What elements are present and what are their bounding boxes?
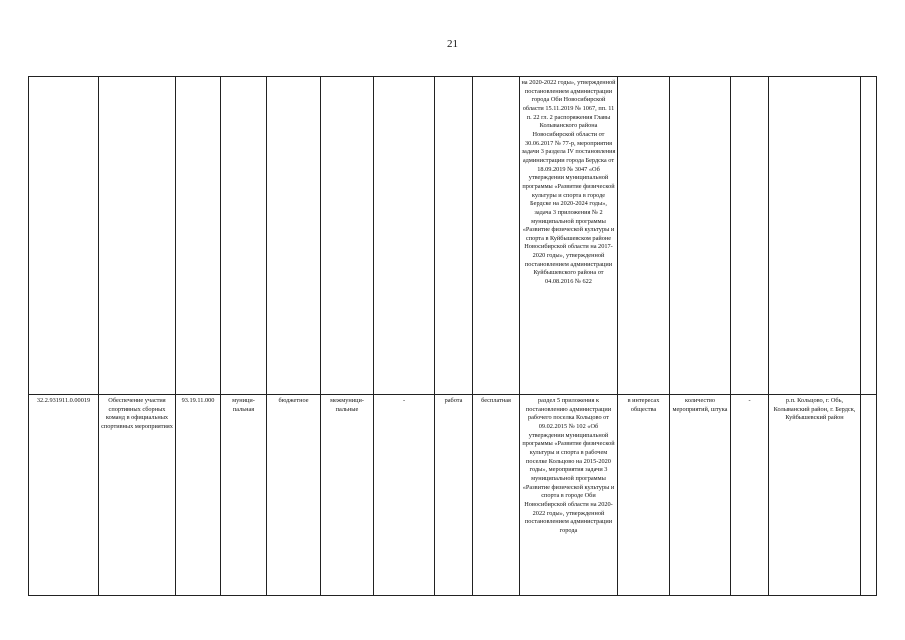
cell-dash: - (374, 395, 435, 596)
cell-dash: - (731, 395, 769, 596)
cell-empty (267, 77, 321, 395)
cell-okved: 93.19.11.000 (176, 395, 221, 596)
cell-empty (861, 77, 877, 395)
cell-payment: бесплатная (473, 395, 520, 596)
table-row (29, 395, 877, 596)
cell-level: муници-пальная (221, 395, 267, 596)
cell-empty (769, 77, 861, 395)
page-number: 21 (447, 38, 458, 50)
cell-empty (221, 77, 267, 395)
cell-territory: р.п. Кольцово, г. Обь, Колыванский район, г. Бердск, Куйбышевский район (769, 395, 861, 596)
cell-kind: работа (435, 395, 473, 596)
cell-empty (29, 77, 99, 395)
table-row (29, 77, 877, 395)
cell-consumers: в интересах общества (618, 395, 670, 596)
cell-empty (670, 77, 731, 395)
cell-indicators: количество мероприятий, штука (670, 395, 731, 596)
cell-empty (618, 77, 670, 395)
cell-empty (473, 77, 520, 395)
cell-empty (99, 77, 176, 395)
registry-table (28, 76, 877, 596)
cell-scope: межмуници-пальные (321, 395, 374, 596)
cell-empty (435, 77, 473, 395)
cell-empty (321, 77, 374, 395)
cell-legal-basis: раздел 5 приложения к постановлению администрации рабочего поселка Кольцово от 09.02.2015 № 102 «Об утверждении муниципальной программы «Развитие физической культуры и спорта в рабочем поселке Кольцово на 2015-2020 годы», мероприятия задачи 3 муниципальной программы «Развитие физической культуры и спорта в городе Оби Новосибирской области на 2020-2022 годы», утвержденной постановлением администрации города (520, 395, 618, 596)
cell-empty (861, 395, 877, 596)
cell-institution-type: бюджетное (267, 395, 321, 596)
cell-legal-basis: на 2020-2022 годы», утвержденной постановлением администрации города Оби Новосибирской области 15.11.2019 № 1067, пп. 11 п. 22 гл. 2 распоряжения Главы Колыванского района Новосибирской области от 30.06.2017 № 77-р, мероприятия задачи 3 раздела IV постановления администрации города Бердска от 18.09.2019 № 3047 «Об утверждении муниципальной программы «Развитие физической культуры и спорта в городе Бердске на 2020-2024 годы», задача 3 приложения № 2 муниципальной программы «Развитие физической культуры и спорта в Куйбышевском районе Новосибирской области на 2017-2020 годы», утвержденной постановлением администрации Куйбышевского района от 04.08.2016 № 622 (520, 77, 618, 395)
cell-empty (731, 77, 769, 395)
cell-name: Обеспечение участия спортивных сборных команд в официальных спортивных мероприятиях (99, 395, 176, 596)
cell-code: 32.2.931911.0.00019 (29, 395, 99, 596)
cell-empty (374, 77, 435, 395)
cell-empty (176, 77, 221, 395)
